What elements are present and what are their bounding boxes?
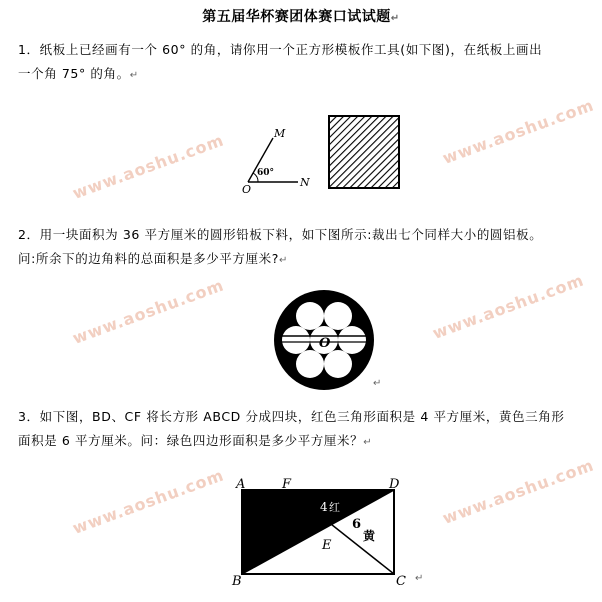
problem-1-text: [18, 38, 588, 88]
square-template: [329, 116, 399, 188]
watermark: www.aoshu.com: [70, 275, 227, 348]
watermark: www.aoshu.com: [440, 455, 597, 528]
small-circle: [282, 326, 310, 354]
problem-3-line-1: 3．如下图，BD、CF 将长方形 ABCD 分成四块，红色三角形面积是 4 平方厘米，黄色三角形: [18, 409, 565, 424]
problem-2-figure: [270, 286, 380, 396]
problem-2-line-2: 问:所余下的边角料的总面积是多少平方厘米?↵: [18, 251, 288, 266]
label-e: E: [322, 538, 332, 553]
problem-3-text: [18, 405, 588, 455]
label-o: O: [242, 183, 252, 196]
label-n: N: [300, 176, 310, 189]
yellow-area-word: 黄: [363, 529, 376, 543]
watermark: www.aoshu.com: [70, 465, 227, 538]
label-f: F: [282, 477, 292, 492]
return-mark: ↵: [415, 573, 424, 584]
label-b: B: [232, 574, 242, 586]
small-circle: [296, 302, 324, 330]
small-circle: [324, 350, 352, 378]
label-a: A: [236, 477, 246, 492]
problem-2-line-1: 2．用一块面积为 36 平方厘米的圆形铅板下料，如下图所示:裁出七个同样大小的圆铝板。: [18, 227, 543, 242]
return-mark: ↵: [373, 378, 382, 389]
problem-3-figure: [230, 474, 420, 586]
problem-1-figure: [236, 110, 416, 200]
problem-2-text: [18, 223, 588, 273]
problem-3-line-2: 面积是 6 平方厘米。问：绿色四边形面积是多少平方厘米？↵: [18, 433, 373, 448]
watermark: www.aoshu.com: [70, 130, 227, 203]
red-area-word: 红: [329, 501, 340, 514]
center-label-o: O: [319, 336, 331, 351]
yellow-area-value: 6: [352, 517, 362, 532]
small-circle: [296, 350, 324, 378]
title-text: 第五届华杯赛团体赛口试试题: [202, 9, 391, 25]
return-mark: ↵: [390, 13, 400, 24]
problem-1-line-1: 1．纸板上已经画有一个 60° 的角，请你用一个正方形模板作工具(如下图)，在纸板上画出: [18, 42, 543, 57]
label-d: D: [389, 477, 400, 492]
watermark: www.aoshu.com: [430, 270, 587, 343]
angle-label: 60°: [257, 168, 275, 178]
small-circle: [324, 302, 352, 330]
label-c: C: [396, 574, 406, 586]
small-circle: [338, 326, 366, 354]
label-m: M: [274, 127, 286, 140]
watermark: www.aoshu.com: [440, 95, 597, 168]
page-title: [0, 6, 602, 26]
problem-1-line-2: 一个角 75° 的角。↵: [18, 66, 139, 81]
red-area-value: 4: [320, 500, 328, 514]
